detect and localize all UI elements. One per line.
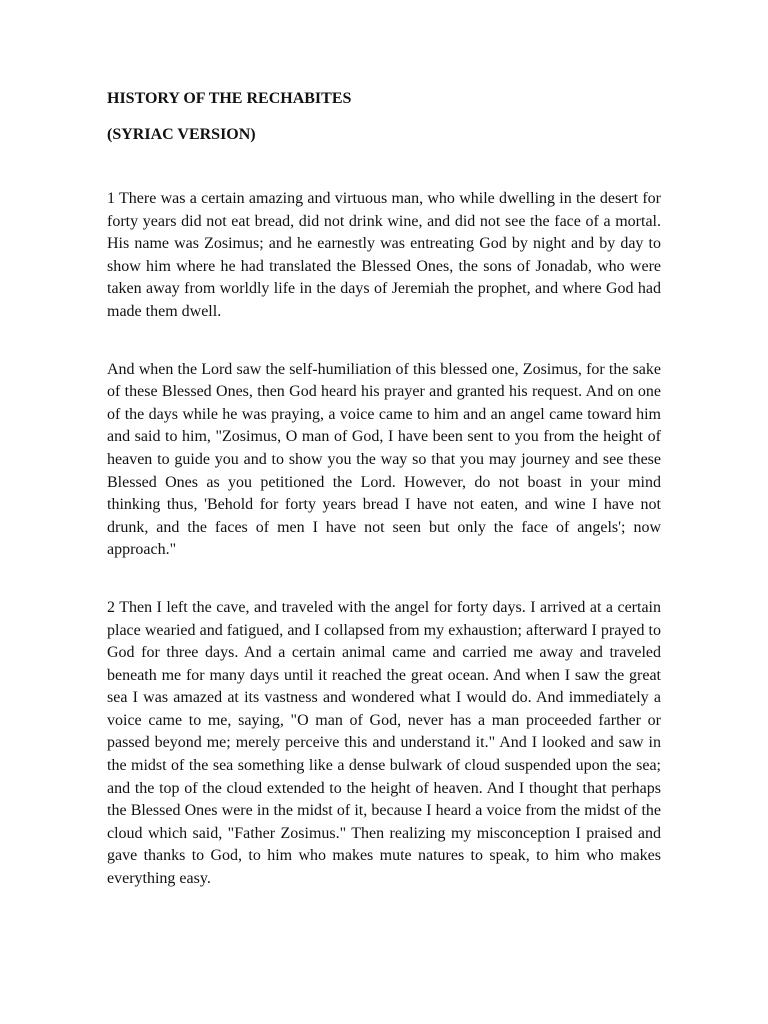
paragraph-2: And when the Lord saw the self-humiliation of this blessed one, Zosimus, for the sake of these Blessed Ones, then God heard his prayer and granted his request. And on one of the days while he was praying, a voice came to him and an angel came toward him and said to him, "Zosimus, O man of God, I have been sent to you from the height of heaven to guide you and to show you the way so that you may journey and see these Blessed Ones as you petitioned the Lord. However, do not boast in your mind thinking thus, 'Behold for forty years bread I have not eaten, and wine I have not drunk, and the faces of men I have not seen but only the face of angels'; now approach." [107,360,661,559]
document-page [107,88,661,891]
document-subtitle: (SYRIAC VERSION) [107,126,256,143]
paragraph-3: 2 Then I left the cave, and traveled with the angel for forty days. I arrived at a certain place wearied and fatigued, and I collapsed from my exhaustion; afterward I prayed to God for three days. And a certain animal came and carried me away and traveled beneath me for many days until it reached the great ocean. And when I saw the great sea I was amazed at its vastness and wondered what I would do. And immediately a voice came to me, saying, "O man of God, never has a man proceeded farther or passed beyond me; merely perceive this and understand it." And I looked and saw in the midst of the sea something like a dense bulwark of cloud suspended upon the sea; and the top of the cloud extended to the height of heaven. And I thought that perhaps the Blessed Ones were in the midst of it, because I heard a voice from the midst of the cloud which said, "Father Zosimus." Then realizing my misconception I praised and gave thanks to God, to him who makes mute natures to speak, to him who makes everything easy. [107,598,661,888]
paragraph-1: 1 There was a certain amazing and virtuous man, who while dwelling in the desert for forty years did not eat bread, did not drink wine, and did not see the face of a mortal. His name was Zosimus; and he earnestly was entreating God by night and by day to show him where he had translated the Blessed Ones, the sons of Jonadab, who were taken away from worldly life in the days of Jeremiah the prophet, and where God had made them dwell. [107,190,661,320]
document-title: HISTORY OF THE RECHABITES [107,90,352,107]
